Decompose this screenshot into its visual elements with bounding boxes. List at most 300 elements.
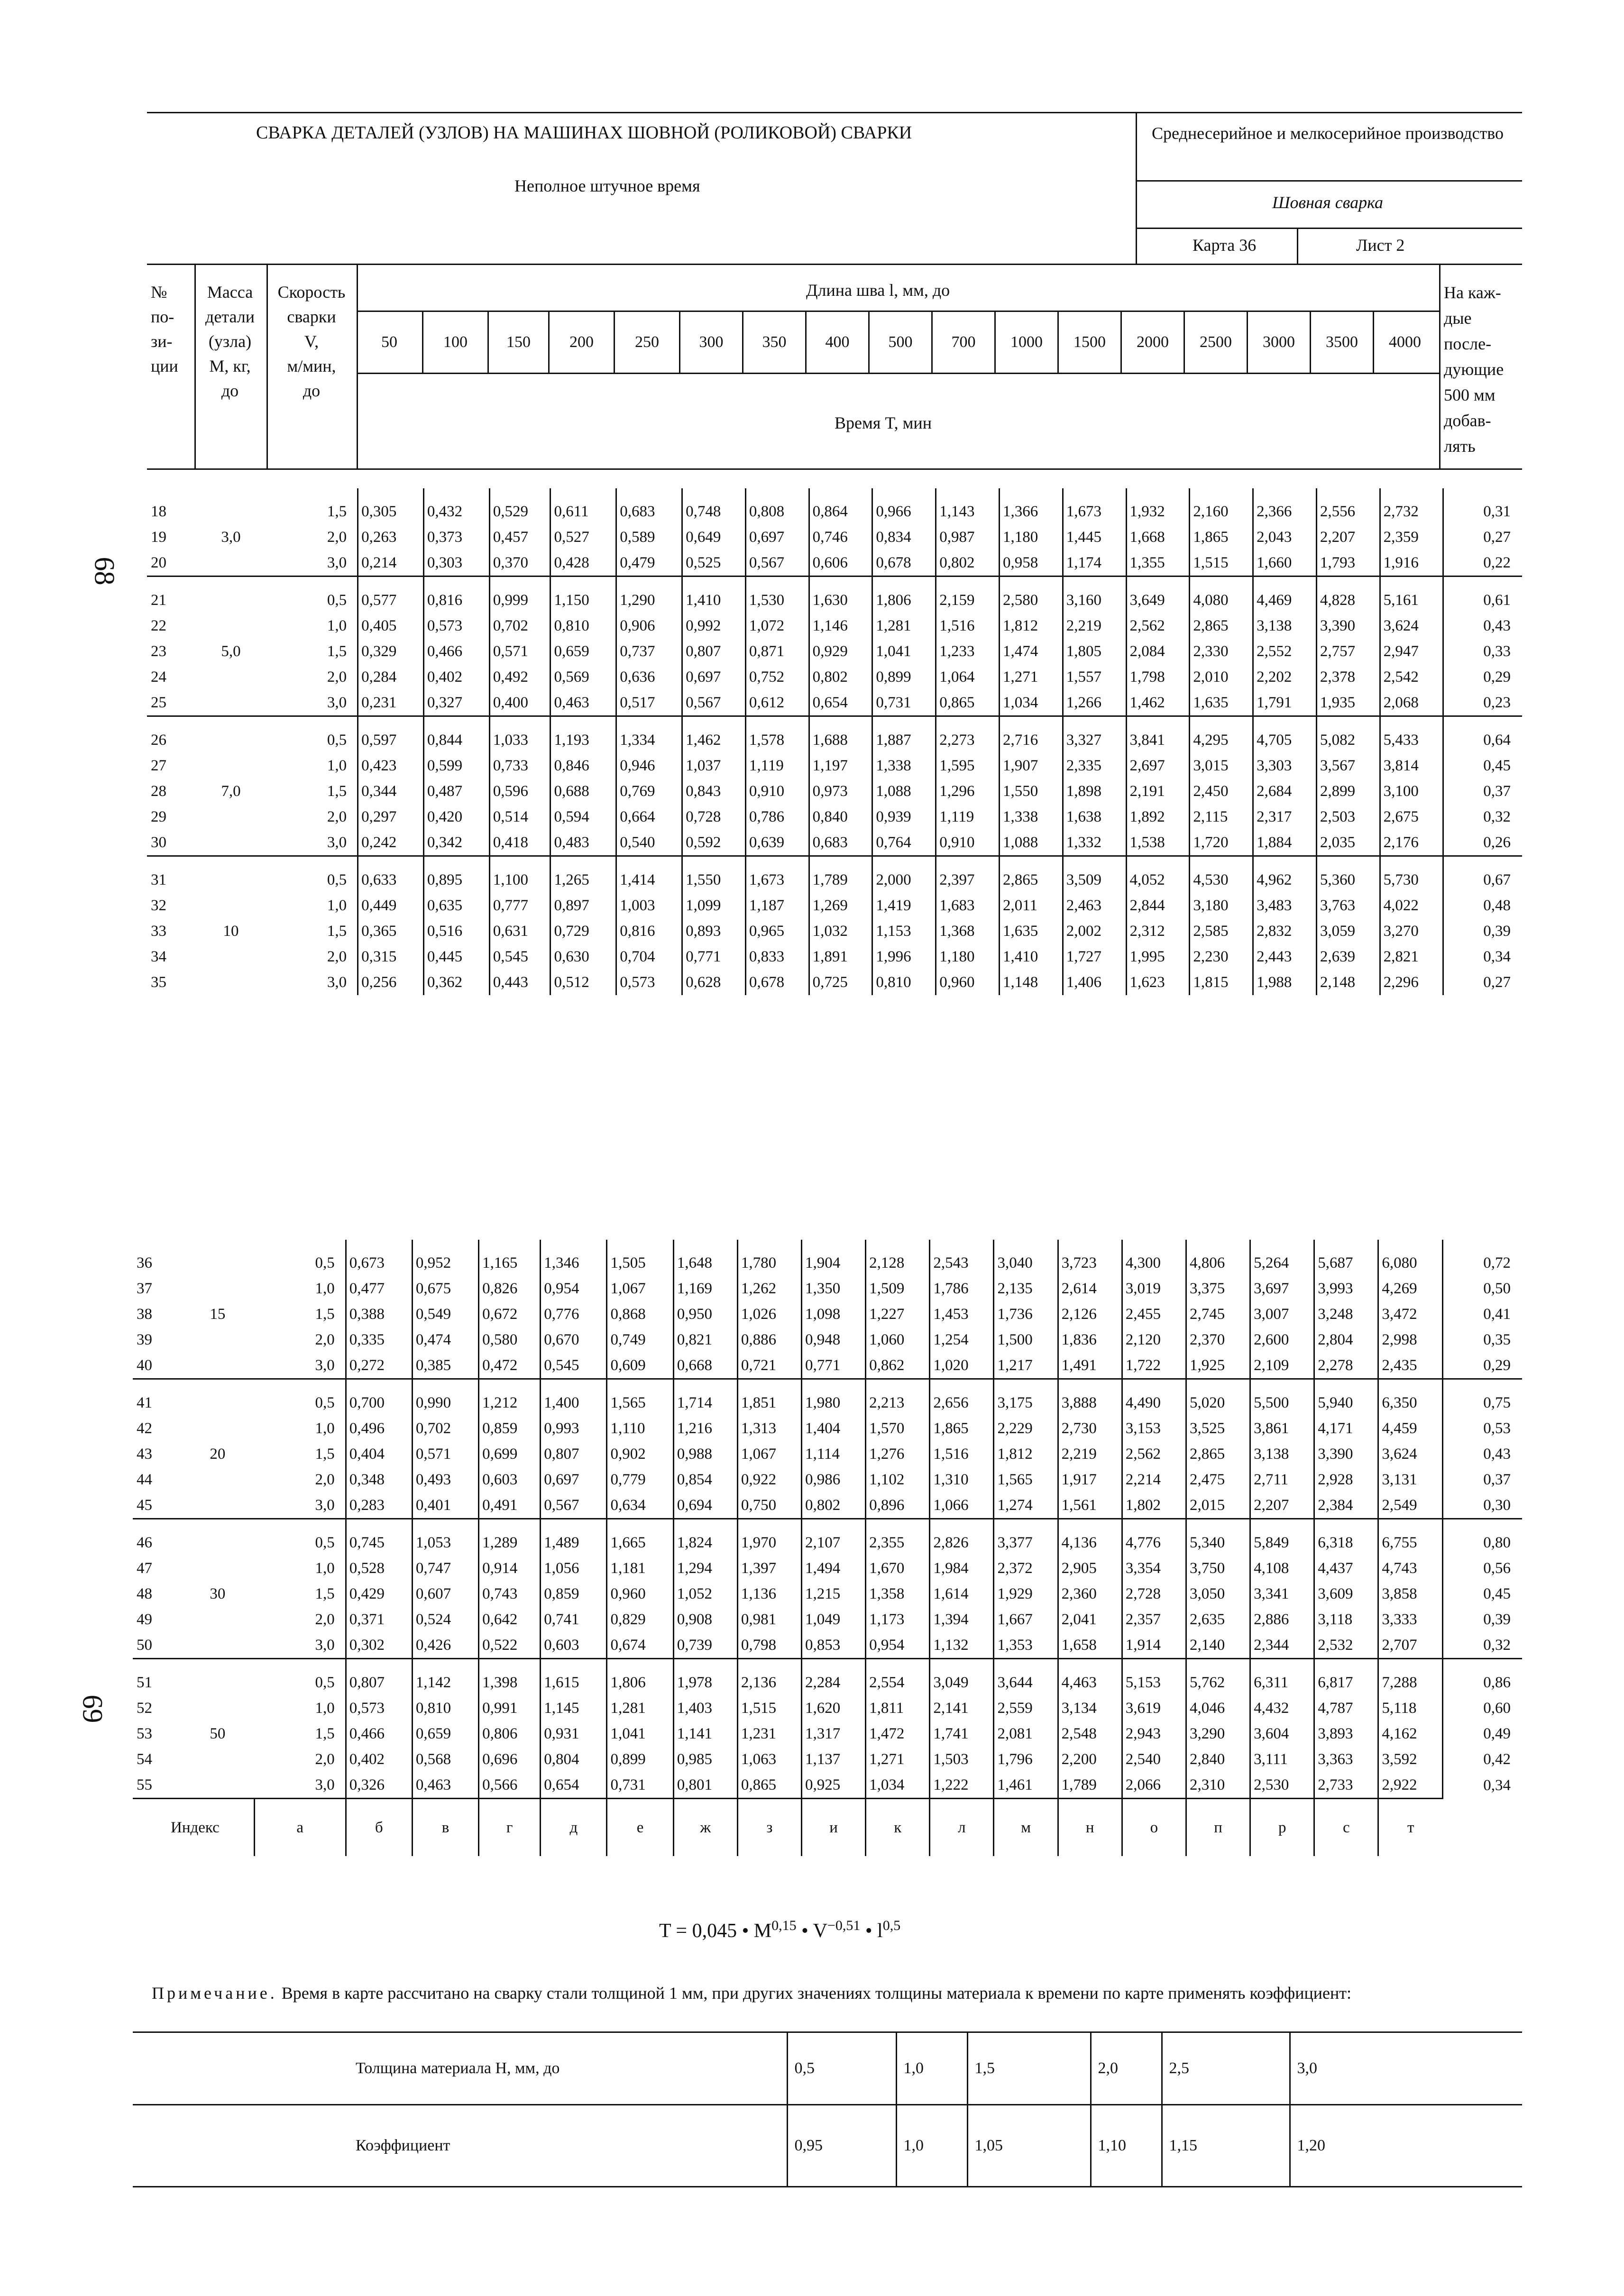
time-cell: 1,665	[607, 1530, 673, 1555]
sheet-number: Лист 2	[1356, 236, 1405, 255]
speed-cell: 0,5	[327, 732, 347, 749]
mass-cell	[181, 1632, 254, 1659]
spacer-cell	[936, 488, 1000, 499]
mass-cell	[195, 830, 267, 856]
time-cell: 0,432	[423, 499, 489, 524]
time-cell: 1,410	[682, 587, 746, 613]
spacer-cell	[1063, 856, 1126, 868]
spacer-cell	[936, 856, 1000, 868]
position-cell: 42	[137, 1420, 152, 1437]
time-cell: 3,375	[1186, 1276, 1250, 1301]
time-cell: 0,491	[479, 1492, 541, 1519]
time-cell: 2,928	[1314, 1467, 1378, 1492]
time-cell: 1,980	[802, 1390, 866, 1416]
time-cell: 0,764	[872, 830, 936, 856]
time-cell: 2,475	[1186, 1467, 1250, 1492]
spacer-cell	[254, 1519, 346, 1530]
speed-cell: 2,0	[315, 1751, 335, 1768]
spacer-cell	[412, 1240, 478, 1250]
time-cell: 2,310	[1186, 1772, 1250, 1799]
time-cell: 0,284	[358, 664, 424, 690]
time-cell: 1,578	[745, 727, 809, 753]
time-cell: 2,219	[1063, 613, 1126, 639]
time-cell: 1,056	[541, 1555, 607, 1581]
time-cell: 0,472	[479, 1353, 541, 1379]
position-cell: 20	[151, 554, 166, 571]
spacer-cell	[866, 1659, 930, 1670]
table-row	[147, 664, 1522, 690]
extra-cell: 0,34	[1443, 944, 1522, 970]
spacer-cell	[802, 1240, 866, 1250]
time-cell: 0,749	[607, 1327, 673, 1353]
time-cell: 5,161	[1380, 587, 1443, 613]
time-cell: 1,165	[479, 1250, 541, 1276]
time-cell: 0,899	[872, 664, 936, 690]
mass-cell	[181, 1250, 254, 1276]
spacer-cell	[999, 488, 1063, 499]
spacer-cell	[254, 1379, 346, 1390]
time-cell: 0,639	[745, 830, 809, 856]
mass-cell	[181, 1670, 254, 1695]
time-cell: 1,317	[802, 1721, 866, 1747]
time-cell: 0,946	[616, 753, 682, 778]
spacer-cell	[1250, 1519, 1314, 1530]
mass-cell	[195, 753, 267, 778]
spacer-cell	[1126, 488, 1190, 499]
extra-cell: 0,32	[1442, 1632, 1522, 1659]
spacer-cell	[1126, 856, 1190, 868]
time-cell: 2,684	[1253, 778, 1317, 804]
spacer-cell	[1316, 716, 1380, 728]
spacer-cell	[1190, 856, 1253, 868]
time-cell: 4,962	[1253, 867, 1317, 893]
time-cell: 0,960	[607, 1581, 673, 1607]
time-cell: 0,522	[479, 1632, 541, 1659]
coefficient-top-rule	[133, 2031, 1522, 2033]
time-cell: 3,040	[994, 1250, 1058, 1276]
time-cell: 1,683	[936, 893, 1000, 918]
spacer-cell	[802, 1659, 866, 1670]
group-spacer	[147, 856, 1522, 868]
spacer-cell	[423, 488, 489, 499]
spacer-cell	[999, 716, 1063, 728]
index-letter: в	[412, 1799, 478, 1857]
time-cell: 2,360	[1058, 1581, 1122, 1607]
time-cell: 0,992	[682, 613, 746, 639]
time-cell: 1,494	[802, 1555, 866, 1581]
time-cell: 1,215	[802, 1581, 866, 1607]
spacer-cell	[412, 1659, 478, 1670]
index-label: Индекс	[133, 1799, 254, 1857]
speed-header-line: V,	[304, 332, 319, 351]
time-cell: 2,043	[1253, 524, 1317, 550]
time-cell: 2,540	[1122, 1747, 1186, 1772]
time-cell: 1,623	[1126, 970, 1190, 995]
extra-header-line: лять	[1444, 437, 1476, 456]
time-cell: 0,700	[346, 1390, 412, 1416]
time-cell: 0,596	[489, 778, 551, 804]
time-cell: 0,609	[607, 1353, 673, 1379]
time-cell: 0,283	[346, 1492, 412, 1519]
time-cell: 2,135	[994, 1276, 1058, 1301]
coefficient-value: 0,95	[787, 2105, 896, 2187]
group-spacer	[147, 576, 1522, 588]
spacer-cell	[1314, 1379, 1378, 1390]
time-cell: 0,370	[489, 550, 551, 576]
time-cell: 0,859	[479, 1416, 541, 1441]
time-cell: 1,660	[1253, 550, 1317, 576]
extra-header-line: добав-	[1444, 411, 1491, 430]
time-cell: 2,370	[1186, 1327, 1250, 1353]
coefficient-value: 1,10	[1091, 2105, 1162, 2187]
position-cell: 47	[137, 1560, 152, 1577]
time-cell: 0,668	[673, 1353, 737, 1379]
time-cell: 2,804	[1314, 1327, 1378, 1353]
time-cell: 2,542	[1380, 664, 1443, 690]
position-cell: 24	[151, 668, 166, 686]
time-cell: 0,344	[358, 778, 424, 804]
time-cell: 5,849	[1250, 1530, 1314, 1555]
time-cell: 0,496	[346, 1416, 412, 1441]
speed-cell: 1,0	[315, 1560, 335, 1577]
time-cell: 0,545	[489, 944, 551, 970]
table-row	[147, 639, 1522, 664]
speed-cell: 0,5	[327, 592, 347, 609]
spacer-cell	[1314, 1519, 1378, 1530]
spacer-cell	[1122, 1659, 1186, 1670]
time-cell: 1,635	[1190, 690, 1253, 716]
spacer-cell	[181, 1659, 254, 1670]
time-cell: 0,466	[346, 1721, 412, 1747]
table-row	[147, 690, 1522, 716]
spacer-cell	[479, 1240, 541, 1250]
time-cell: 0,633	[358, 867, 424, 893]
extra-cell: 0,34	[1442, 1772, 1522, 1799]
time-cell: 0,272	[346, 1353, 412, 1379]
time-cell: 6,080	[1378, 1250, 1442, 1276]
spacer-cell	[412, 1519, 478, 1530]
spacer-cell	[802, 1379, 866, 1390]
time-cell: 2,128	[866, 1250, 930, 1276]
time-cell: 0,418	[489, 830, 551, 856]
time-cell: 0,731	[872, 690, 936, 716]
time-cell: 3,893	[1314, 1721, 1378, 1747]
time-cell: 2,002	[1063, 918, 1126, 944]
spacer-cell	[999, 856, 1063, 868]
spacer-cell	[1058, 1379, 1122, 1390]
time-cell: 0,428	[551, 550, 616, 576]
time-cell: 2,296	[1380, 970, 1443, 995]
time-cell: 1,538	[1126, 830, 1190, 856]
time-cell: 0,678	[872, 550, 936, 576]
time-cell: 2,015	[1186, 1492, 1250, 1519]
time-cell: 1,550	[999, 778, 1063, 804]
mass-cell: 3,0	[221, 529, 241, 546]
time-cell: 1,060	[866, 1327, 930, 1353]
time-cell: 2,214	[1122, 1467, 1186, 1492]
time-cell: 1,067	[737, 1441, 801, 1467]
time-cell: 3,649	[1126, 587, 1190, 613]
time-cell: 1,812	[999, 613, 1063, 639]
time-cell: 1,334	[616, 727, 682, 753]
time-cell: 3,303	[1253, 753, 1317, 778]
position-cell: 38	[137, 1306, 152, 1323]
coefficient-value: 1,20	[1290, 2105, 1522, 2187]
spacer-cell	[866, 1379, 930, 1390]
time-cell: 0,864	[809, 499, 872, 524]
time-cell: 2,372	[994, 1555, 1058, 1581]
time-cell: 1,358	[866, 1581, 930, 1607]
time-cell: 0,603	[541, 1632, 607, 1659]
time-cell: 2,230	[1190, 944, 1253, 970]
time-cell: 2,730	[1058, 1416, 1122, 1441]
time-cell: 1,673	[745, 867, 809, 893]
time-cell: 1,110	[607, 1416, 673, 1441]
time-cell: 2,580	[999, 587, 1063, 613]
spacer-cell	[936, 576, 1000, 588]
time-cell: 0,810	[872, 970, 936, 995]
table-row	[147, 893, 1522, 918]
time-cell: 2,330	[1190, 639, 1253, 664]
time-cell: 2,503	[1316, 804, 1380, 830]
time-cell: 3,248	[1314, 1301, 1378, 1327]
time-cell: 2,041	[1058, 1607, 1122, 1632]
time-cell: 1,269	[809, 893, 872, 918]
time-cell: 0,950	[673, 1301, 737, 1327]
time-cell: 0,929	[809, 639, 872, 664]
time-cell: 3,327	[1063, 727, 1126, 753]
spacer-cell	[930, 1240, 994, 1250]
time-cell: 1,216	[673, 1416, 737, 1441]
production-type: Среднесерийное и мелкосерийное производство	[1152, 124, 1504, 143]
time-cell: 0,474	[412, 1327, 478, 1353]
card-sheet-divider	[1297, 228, 1298, 264]
mass-cell	[181, 1772, 254, 1799]
time-cell: 3,341	[1250, 1581, 1314, 1607]
time-cell: 0,654	[541, 1772, 607, 1799]
time-cell: 1,197	[809, 753, 872, 778]
time-cell: 1,489	[541, 1530, 607, 1555]
time-cell: 0,400	[489, 690, 551, 716]
table-row	[133, 1327, 1522, 1353]
time-cell: 0,664	[616, 804, 682, 830]
time-cell: 0,893	[682, 918, 746, 944]
group-spacer	[133, 1519, 1522, 1530]
extra-cell: 0,53	[1442, 1416, 1522, 1441]
coefficient-value: 1,05	[967, 2105, 1091, 2187]
time-cell: 2,443	[1253, 944, 1317, 970]
time-cell: 0,990	[412, 1390, 478, 1416]
time-cell: 0,960	[936, 970, 1000, 995]
time-cell: 0,804	[541, 1747, 607, 1772]
extra-cell: 0,42	[1442, 1747, 1522, 1772]
spacer-cell	[1316, 856, 1380, 868]
time-cell: 3,624	[1378, 1441, 1442, 1467]
time-cell: 0,492	[489, 664, 551, 690]
length-header-cell: 3500	[1310, 312, 1373, 373]
length-header-cell: 700	[931, 312, 994, 373]
extra-header-line: после-	[1444, 334, 1492, 353]
time-cell: 2,600	[1250, 1327, 1314, 1353]
time-cell: 1,516	[936, 613, 1000, 639]
length-header-cell: 1500	[1057, 312, 1120, 373]
time-cell: 2,840	[1186, 1747, 1250, 1772]
time-cell: 0,678	[745, 970, 809, 995]
time-cell: 0,597	[358, 727, 424, 753]
time-cell: 2,757	[1316, 639, 1380, 664]
time-cell: 2,109	[1250, 1353, 1314, 1379]
time-cell: 2,552	[1253, 639, 1317, 664]
spacer-cell	[930, 1379, 994, 1390]
extra-cell: 0,75	[1442, 1390, 1522, 1416]
time-cell: 1,088	[872, 778, 936, 804]
time-cell: 3,888	[1058, 1390, 1122, 1416]
length-header-cell: 100	[422, 312, 487, 373]
table-row	[133, 1721, 1522, 1747]
time-cell: 1,615	[541, 1670, 607, 1695]
position-cell: 18	[151, 503, 166, 520]
extra-cell: 0,45	[1442, 1581, 1522, 1607]
time-cell: 1,865	[1190, 524, 1253, 550]
coefficient-grid	[133, 2033, 1522, 2187]
time-cell: 1,796	[994, 1747, 1058, 1772]
position-cell: 36	[137, 1254, 152, 1271]
time-cell: 2,011	[999, 893, 1063, 918]
time-cell: 0,826	[479, 1276, 541, 1301]
time-cell: 0,659	[412, 1721, 478, 1747]
spacer-cell	[737, 1379, 801, 1390]
time-cell: 1,811	[866, 1695, 930, 1721]
time-cell: 0,659	[551, 639, 616, 664]
mass-cell: 15	[210, 1306, 226, 1323]
time-cell: 1,570	[866, 1416, 930, 1441]
spacer-cell	[994, 1379, 1058, 1390]
index-letter: г	[479, 1799, 541, 1857]
time-cell: 0,649	[682, 524, 746, 550]
table-row	[147, 918, 1522, 944]
time-cell: 1,410	[999, 944, 1063, 970]
time-cell: 0,750	[737, 1492, 801, 1519]
time-cell: 0,702	[489, 613, 551, 639]
spacer-cell	[1063, 716, 1126, 728]
speed-cell: 0,5	[315, 1534, 335, 1551]
spacer-cell	[541, 1519, 607, 1530]
spacer-cell	[346, 1379, 412, 1390]
time-cell: 2,219	[1058, 1441, 1122, 1467]
time-cell: 2,229	[994, 1416, 1058, 1441]
time-cell: 4,705	[1253, 727, 1317, 753]
time-cell: 0,859	[541, 1581, 607, 1607]
speed-cell: 2,0	[315, 1611, 335, 1628]
time-cell: 2,728	[1122, 1581, 1186, 1607]
time-cell: 1,780	[737, 1250, 801, 1276]
time-cell: 1,262	[737, 1276, 801, 1301]
index-letter: с	[1314, 1799, 1378, 1857]
spacer-cell	[195, 716, 267, 728]
time-cell: 5,687	[1314, 1250, 1378, 1276]
time-cell: 1,722	[1122, 1353, 1186, 1379]
extra-cell: 0,37	[1443, 778, 1522, 804]
time-cell: 3,390	[1314, 1441, 1378, 1467]
table-row	[133, 1416, 1522, 1441]
time-cell: 0,426	[412, 1632, 478, 1659]
time-cell: 0,729	[551, 918, 616, 944]
time-cell: 2,562	[1126, 613, 1190, 639]
table-row	[133, 1441, 1522, 1467]
spacer-cell	[551, 488, 616, 499]
time-cell: 1,414	[616, 867, 682, 893]
time-cell: 1,505	[607, 1250, 673, 1276]
time-cell: 1,515	[737, 1695, 801, 1721]
time-cell: 0,477	[346, 1276, 412, 1301]
time-cell: 2,366	[1253, 499, 1317, 524]
note	[152, 1982, 1517, 2004]
time-cell: 1,020	[930, 1353, 994, 1379]
time-cell: 0,899	[607, 1747, 673, 1772]
length-header: Длина шва l, мм, до	[806, 281, 950, 300]
time-cell: 1,530	[745, 587, 809, 613]
time-cell: 0,642	[479, 1607, 541, 1632]
time-cell: 3,019	[1122, 1276, 1186, 1301]
spacer-cell	[133, 1519, 181, 1530]
index-letter: н	[1058, 1799, 1122, 1857]
time-cell: 3,180	[1190, 893, 1253, 918]
thickness-value: 0,5	[787, 2033, 896, 2105]
spacer-cell	[489, 716, 551, 728]
time-cell: 0,694	[673, 1492, 737, 1519]
time-cell: 2,317	[1253, 804, 1317, 830]
time-cell: 5,940	[1314, 1390, 1378, 1416]
index-letter: б	[346, 1799, 412, 1857]
mass-cell	[195, 727, 267, 753]
thickness-value: 2,5	[1162, 2033, 1290, 2105]
time-cell: 3,138	[1250, 1441, 1314, 1467]
spacer-cell	[673, 1240, 737, 1250]
group-spacer	[133, 1659, 1522, 1670]
time-cell: 1,150	[551, 587, 616, 613]
time-cell: 0,939	[872, 804, 936, 830]
time-cell: 3,697	[1250, 1276, 1314, 1301]
time-cell: 3,118	[1314, 1607, 1378, 1632]
time-cell: 1,231	[737, 1721, 801, 1747]
spacer-cell	[745, 856, 809, 868]
time-cell: 1,720	[1190, 830, 1253, 856]
time-cell: 0,302	[346, 1632, 412, 1659]
time-cell: 1,098	[802, 1301, 866, 1327]
spacer-cell	[809, 488, 872, 499]
position-header-line: по-	[151, 307, 174, 326]
time-cell: 0,628	[682, 970, 746, 995]
time-cell: 0,567	[682, 690, 746, 716]
time-cell: 0,630	[551, 944, 616, 970]
spacer-cell	[346, 1519, 412, 1530]
time-cell: 5,020	[1186, 1390, 1250, 1416]
mass-cell	[195, 867, 267, 893]
time-cell: 0,954	[541, 1276, 607, 1301]
spacer-cell	[133, 1240, 181, 1250]
time-cell: 1,397	[737, 1555, 801, 1581]
position-cell: 30	[151, 834, 166, 851]
time-cell: 3,763	[1316, 893, 1380, 918]
index-letter: л	[930, 1799, 994, 1857]
time-cell: 0,673	[346, 1250, 412, 1276]
note-text: Время в карте рассчитано на сварку стали толщиной 1 мм, при других значениях толщины материала к времени по карте применять коэффициент:	[277, 1984, 1352, 2003]
time-cell: 2,548	[1058, 1721, 1122, 1747]
time-cell: 0,571	[489, 639, 551, 664]
extra-cell: 0,39	[1442, 1607, 1522, 1632]
note-label: Примечание.	[152, 1984, 277, 2003]
index-letter: р	[1250, 1799, 1314, 1857]
